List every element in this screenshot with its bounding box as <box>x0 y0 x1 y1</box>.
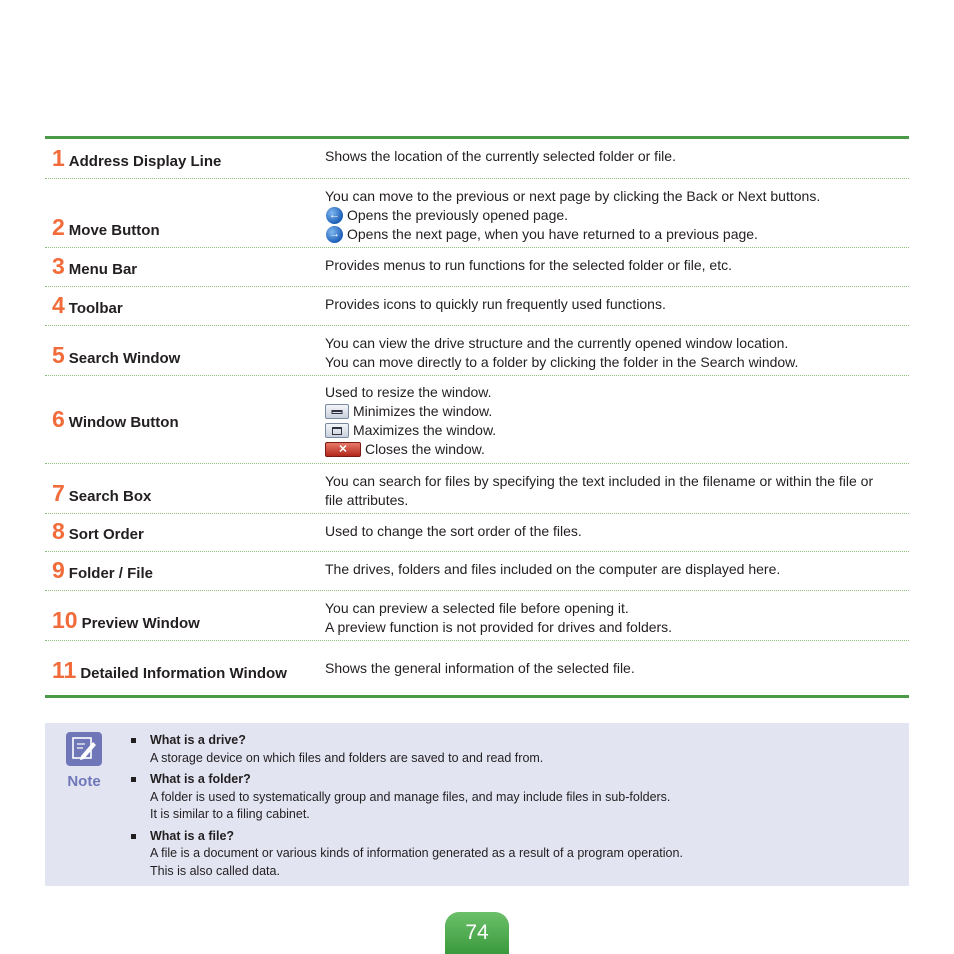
desc-line: A preview function is not provided for drives and folders. <box>325 619 673 635</box>
row-term-label: Toolbar <box>68 300 123 317</box>
row-number: 2 <box>52 214 65 240</box>
row-term-label: Detailed Information Window <box>80 665 287 682</box>
next-arrow-globe-icon: → <box>326 226 343 243</box>
desc-line: Provides menus to run functions for the selected folder or file, etc. <box>325 257 732 273</box>
row-term-label: Folder / File <box>68 565 153 582</box>
table-row-preview-window <box>45 591 909 641</box>
desc-text: Maximizes the window. <box>353 422 497 438</box>
row-description <box>325 522 903 541</box>
row-term <box>52 607 200 634</box>
note-box <box>45 723 909 886</box>
row-term-label: Move Button <box>68 222 160 239</box>
row-term-label: Preview Window <box>81 615 200 632</box>
row-description <box>325 334 903 372</box>
row-number: 3 <box>52 253 65 279</box>
row-number: 10 <box>52 607 78 633</box>
row-description <box>325 472 903 510</box>
table-row-move-button <box>45 179 909 248</box>
desc-line: Provides icons to quickly run frequently used functions. <box>325 296 666 312</box>
desc-line: You can move directly to a folder by clicking the folder in the Search window. <box>325 354 799 370</box>
row-number: 5 <box>52 342 65 368</box>
row-term-label: Sort Order <box>68 526 144 543</box>
desc-line <box>325 440 903 459</box>
desc-line: You can preview a selected file before opening it. <box>325 600 629 616</box>
note-item-file <box>131 828 891 881</box>
row-number: 11 <box>52 657 77 683</box>
desc-text: Opens the previously opened page. <box>347 207 569 223</box>
row-term <box>52 292 123 319</box>
row-description <box>325 599 903 637</box>
table-row-menu-bar <box>45 248 909 287</box>
row-description <box>325 295 903 314</box>
desc-text: Closes the window. <box>365 441 485 457</box>
row-description <box>325 659 903 678</box>
note-label: Note <box>67 773 101 790</box>
row-term <box>52 557 153 584</box>
desc-line <box>325 402 903 421</box>
row-term-label: Search Window <box>68 350 181 367</box>
row-number: 7 <box>52 480 65 506</box>
close-button-icon: ✕ <box>325 442 361 457</box>
row-term <box>52 480 151 507</box>
desc-line: You can view the drive structure and the currently opened window location. <box>325 335 789 351</box>
row-term <box>52 657 287 684</box>
desc-text: Minimizes the window. <box>353 403 493 419</box>
row-term-label: Search Box <box>68 488 152 505</box>
table-row-search-window <box>45 326 909 376</box>
maximize-button-icon <box>325 423 349 438</box>
desc-line: Used to change the sort order of the files. <box>325 523 582 539</box>
row-term-label: Menu Bar <box>68 261 138 278</box>
desc-text: Opens the next page, when you have returned to a previous page. <box>347 226 758 242</box>
row-description <box>325 256 903 275</box>
row-number: 8 <box>52 518 65 544</box>
row-description <box>325 147 903 166</box>
back-arrow-globe-icon: ← <box>326 207 343 224</box>
row-term <box>52 342 180 369</box>
desc-line <box>325 421 903 440</box>
page-number: 74 <box>445 912 509 954</box>
row-term <box>52 214 160 241</box>
table-row-toolbar <box>45 287 909 326</box>
bullet-icon <box>131 834 136 839</box>
desc-line: The drives, folders and files included on the computer are displayed here. <box>325 561 781 577</box>
row-description <box>325 383 903 459</box>
row-number: 9 <box>52 557 65 583</box>
note-answer: A folder is used to systematically group and manage files, and may include files in sub-folders. <box>150 789 671 804</box>
note-question: What is a folder? <box>150 772 251 786</box>
table-row-search-box <box>45 464 909 514</box>
row-number: 6 <box>52 406 65 432</box>
table-row-sort-order <box>45 514 909 552</box>
note-item-drive <box>131 732 891 767</box>
bullet-icon <box>131 738 136 743</box>
row-number: 4 <box>52 292 65 318</box>
row-description <box>325 560 903 579</box>
desc-line: Shows the location of the currently selected folder or file. <box>325 148 676 164</box>
desc-line: Used to resize the window. <box>325 384 492 400</box>
note-answer: This is also called data. <box>150 863 280 878</box>
note-question: What is a drive? <box>150 733 246 747</box>
note-answer: It is similar to a filing cabinet. <box>150 807 310 821</box>
table-row-address-display-line <box>45 139 909 179</box>
desc-line <box>325 225 903 244</box>
note-answer: A file is a document or various kinds of information generated as a result of a program operation. <box>150 846 683 860</box>
minimize-button-icon <box>325 404 349 419</box>
bullet-icon <box>131 777 136 782</box>
desc-line: file attributes. <box>325 492 409 508</box>
desc-line <box>325 206 903 225</box>
desc-line: You can move to the previous or next page by clicking the Back or Next buttons. <box>325 188 821 204</box>
table-row-window-button <box>45 376 909 464</box>
pencil-note-icon <box>66 732 102 766</box>
row-number: 1 <box>52 145 65 171</box>
note-answer: A storage device on which files and folders are saved to and read from. <box>150 750 544 765</box>
row-term <box>52 406 179 433</box>
table-row-detailed-information-window <box>45 641 909 695</box>
row-term <box>52 518 144 545</box>
desc-line: You can search for files by specifying the text included in the filename or within the file or <box>325 473 874 489</box>
row-term <box>52 145 221 172</box>
note-question: What is a file? <box>150 828 235 843</box>
row-description <box>325 187 903 244</box>
row-term <box>52 253 137 280</box>
row-term-label: Address Display Line <box>68 153 222 170</box>
note-item-folder <box>131 771 891 824</box>
table-row-folder-file <box>45 552 909 591</box>
row-term-label: Window Button <box>68 414 179 431</box>
description-table <box>45 136 909 698</box>
note-items <box>131 732 891 884</box>
desc-line: Shows the general information of the selected file. <box>325 660 635 676</box>
